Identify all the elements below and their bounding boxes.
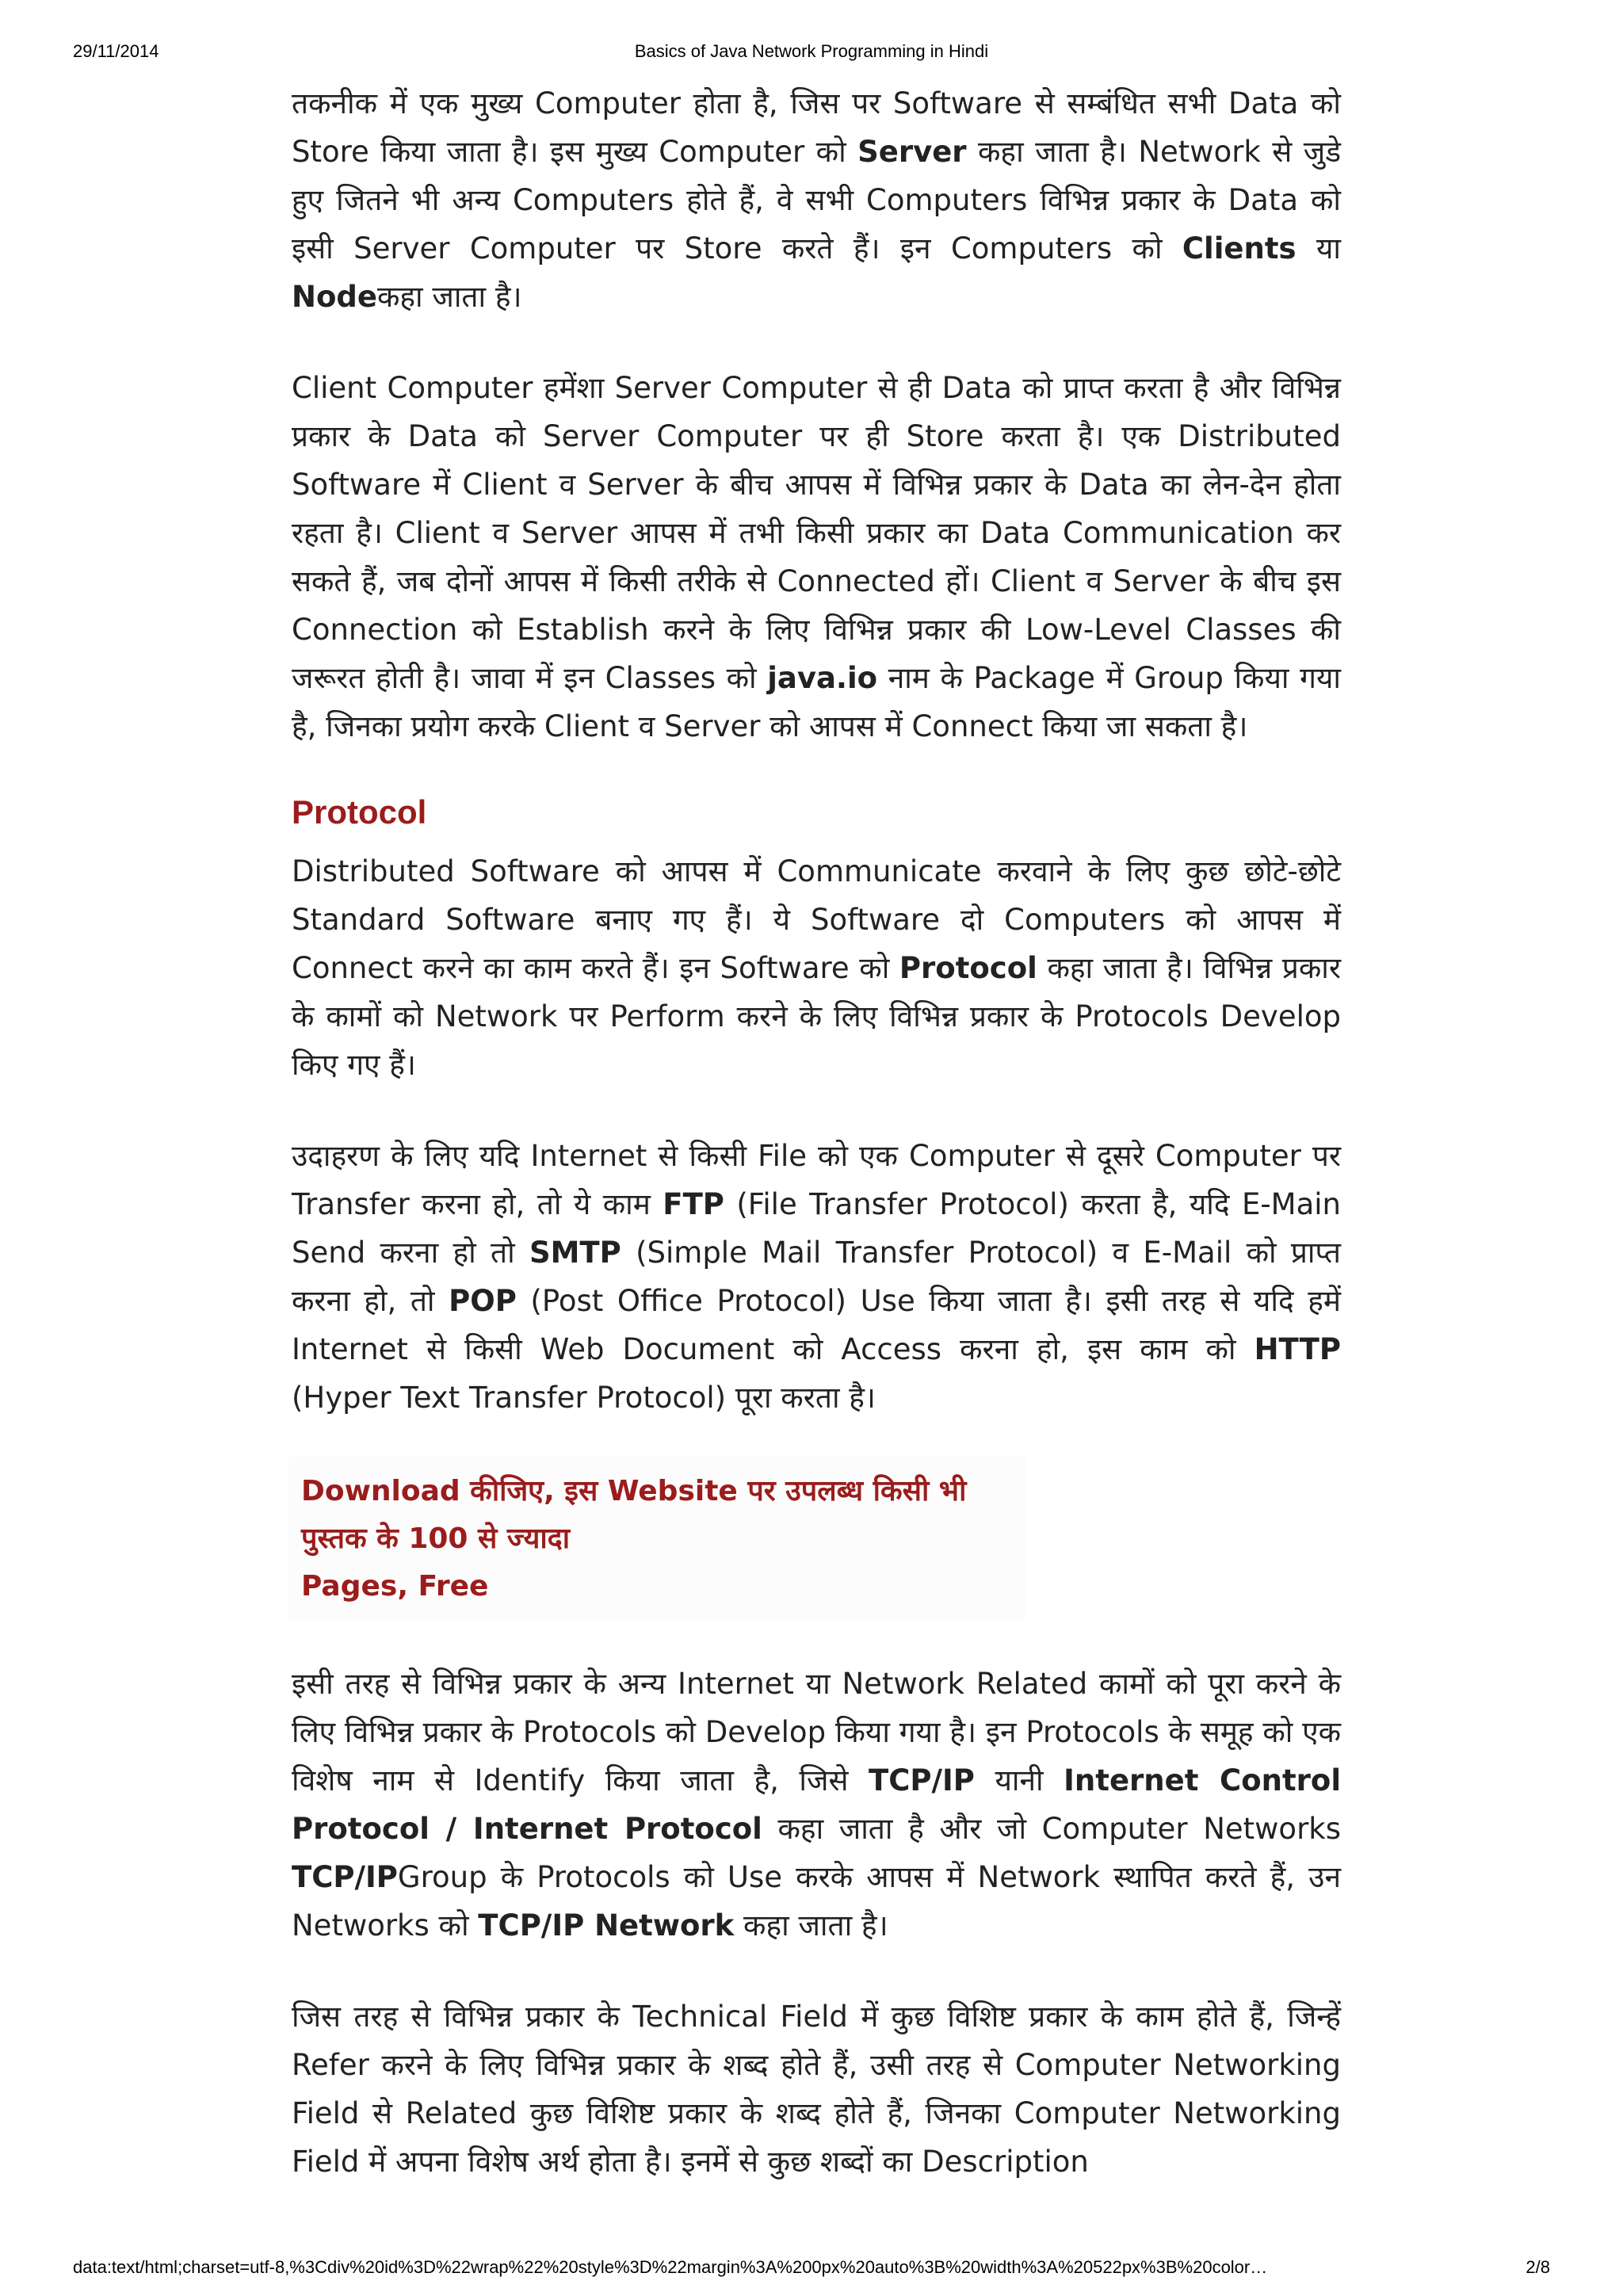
text: (File Transfer Protocol) करता है, यदि E-Main Send करना हो तो xyxy=(292,1187,1341,1270)
paragraph-protocol-intro xyxy=(292,847,1341,1089)
text: (Hyper Text Transfer Protocol) पूरा करता है। xyxy=(292,1381,876,1415)
section-heading-protocol: Protocol xyxy=(292,793,427,831)
text: जिस तरह से विभिन्न प्रकार के Technical Field में कुछ विशिष्ट प्रकार के काम होते हैं, जिन्हें Refer करने के लिए विभिन्न प्रकार के शब्द होते हैं, उसी तरह से Computer Networking Field से Related कुछ विशिष्ट प्रकार के शब्द होते हैं, जिनका Computer Networking Field में अपना विशेष अर्थ होता है। इनमें से कुछ शब्दों का Description xyxy=(292,2000,1341,2179)
term-clients: Clients xyxy=(1182,231,1296,266)
paragraph-networking-terms xyxy=(292,1992,1341,2186)
term-internet-control-protocol: Internet Control Protocol / Internet Protocol xyxy=(292,1763,1342,1846)
term-protocol: Protocol xyxy=(899,951,1037,985)
text: उदाहरण के लिए यदि Internet से किसी File को एक Computer से दूसरे Computer पर Transfer करना हो, तो ये काम xyxy=(292,1139,1341,1221)
print-date: 29/11/2014 xyxy=(73,41,159,61)
text: कहा जाता है और जो Computer Networks xyxy=(762,1812,1341,1846)
term-tcp-ip-group: TCP/IP xyxy=(292,1860,398,1894)
print-url: data:text/html;charset=utf-8,%3Cdiv%20id%3D%22wrap%22%20style%3D%22margin%3A%200px%20auto%3B%20width%3A%20522px%3B%20color… xyxy=(73,2257,1268,2277)
print-header xyxy=(73,41,1550,65)
text: कहा जाता है। Network से जुडे हुए जितने भी अन्य Computers होते हैं, वे सभी Computers विभिन्न प्रकार के Data को इसी Server Computer पर Store करते हैं। इन Computers को xyxy=(292,135,1341,266)
page-number: 2/8 xyxy=(1526,2257,1550,2277)
term-server: Server xyxy=(857,135,967,169)
article-content xyxy=(292,79,1341,2186)
text: (Post Office Protocol) Use किया जाता है। इसी तरह से यदि हमें Internet से किसी Web Document को Access करना हो, इस काम को xyxy=(292,1284,1341,1366)
term-java-io: java.io xyxy=(767,661,878,695)
paragraph-tcp-ip xyxy=(292,1660,1341,1950)
text: कहा जाता है। विभिन्न प्रकार के कामों को Network पर Perform करने के लिए विभिन्न प्रकार के Protocols Develop किए गए हैं। xyxy=(292,951,1341,1082)
term-smtp: SMTP xyxy=(529,1236,621,1270)
download-link[interactable] xyxy=(301,1468,1014,1610)
text: Distributed Software को आपस में Communicate करवाने के लिए कुछ छोटे-छोटे Standard Software बनाए गए हैं। ये Software दो Computers को आपस में Connect करने का काम करते हैं। इन Software को xyxy=(292,854,1341,985)
download-link-line1: Download कीजिए, इस Website पर उपलब्ध किसी भी पुस्तक के 100 से ज्यादा xyxy=(301,1475,967,1555)
text: नाम के Package में Group किया गया है, जिनका प्रयोग करके Client व Server को आपस में Connect किया जा सकता है। xyxy=(292,661,1341,743)
print-title: Basics of Java Network Programming in Hindi xyxy=(634,41,989,61)
paragraph-protocol-examples xyxy=(292,1132,1341,1422)
download-link-line2: Pages, Free xyxy=(301,1570,489,1603)
text: Client Computer हमेंशा Server Computer से ही Data को प्राप्त करता है और विभिन्न प्रकार के Data को Server Computer पर ही Store करता है। एक Distributed Software में Client व Server के बीच आपस में विभिन्न प्रकार के Data का लेन-देन होता रहता है। Client व Server आपस में तभी किसी प्रकार का Data Communication कर सकते हैं, जब दोनों आपस में किसी तरीके से Connected हों। Client व Server के बीच इस Connection को Establish करने के लिए विभिन्न प्रकार की Low-Level Classes की जरूरत होती है। जावा में इन Classes को xyxy=(292,371,1341,695)
print-footer xyxy=(73,2257,1550,2281)
term-tcp-ip: TCP/IP xyxy=(869,1763,975,1797)
term-http: HTTP xyxy=(1254,1332,1341,1366)
term-tcp-ip-network: TCP/IP Network xyxy=(478,1908,735,1943)
text: कहा जाता है। xyxy=(376,280,522,314)
paragraph-server-clients xyxy=(292,79,1341,321)
text: इसी तरह से विभिन्न प्रकार के अन्य Internet या Network Related कामों को पूरा करने के लिए विभिन्न प्रकार के Protocols को Develop किया गया है। इन Protocols के समूह को एक विशेष नाम से Identify किया जाता है, जिसे xyxy=(292,1667,1341,1797)
download-banner xyxy=(288,1457,1025,1622)
paragraph-client-server-communication xyxy=(292,364,1341,751)
text: तकनीक में एक मुख्य Computer होता है, जिस पर Software से सम्बंधित सभी Data को Store किया जाता है। इस मुख्य Computer को xyxy=(292,86,1341,169)
text: यानी xyxy=(974,1763,1064,1797)
text: (Simple Mail Transfer Protocol) व E-Mail को प्राप्त करना हो, तो xyxy=(292,1236,1341,1318)
text: Group के Protocols को Use करके आपस में Network स्थापित करते हैं, उन Networks को xyxy=(292,1860,1341,1943)
text: या xyxy=(1296,231,1341,266)
term-node: Node xyxy=(292,280,377,314)
term-pop: POP xyxy=(449,1284,517,1318)
term-ftp: FTP xyxy=(663,1187,724,1221)
text: कहा जाता है। xyxy=(734,1908,888,1943)
